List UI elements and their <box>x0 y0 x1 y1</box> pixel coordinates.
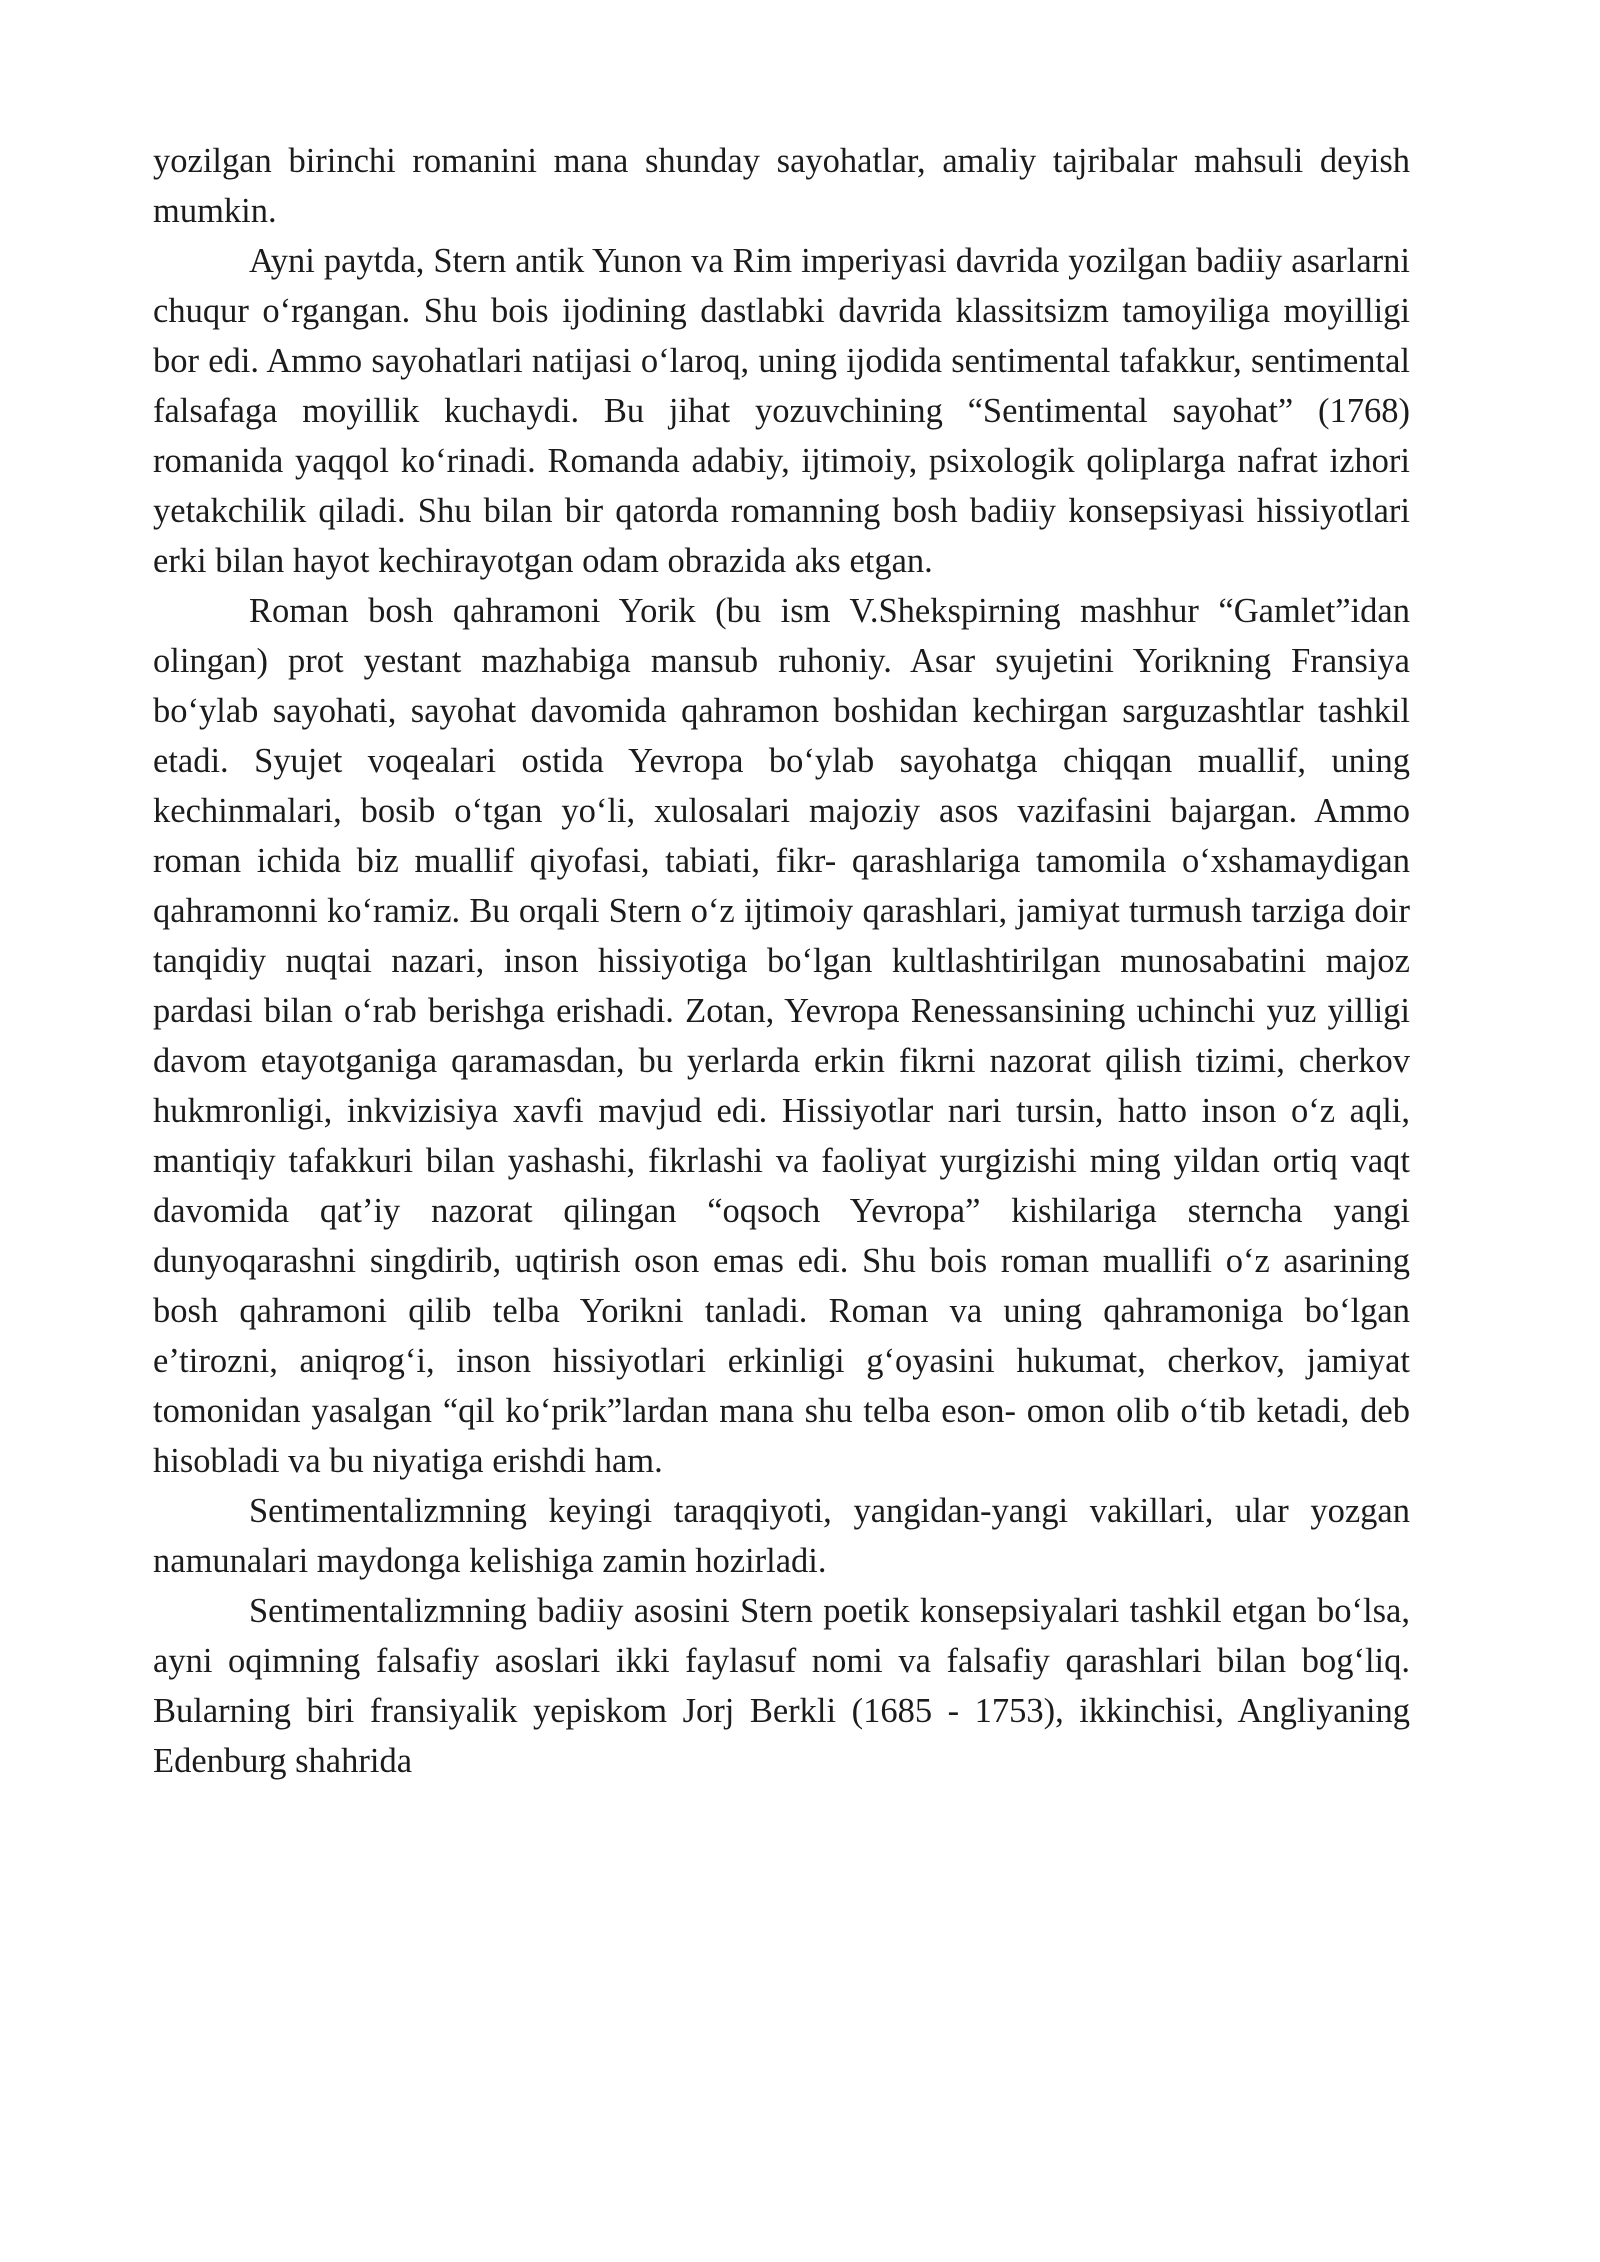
document-page <box>153 136 1410 1786</box>
paragraph-philosophical-basis: Sentimentalizmning badiiy asosini Stern poetik konsepsiyalari tashkil etgan bo‘lsa, ayni oqimning falsafiy asoslari ikki faylasuf nomi va falsafiy qarashlari bilan bog‘liq. Bularning biri fransiyalik yepiskom Jorj Berkli (1685 - 1753), ikkinchisi, Angliyaning Edenburg shahrida <box>153 1592 1410 1780</box>
paragraph-yorik-hero: Roman bosh qahramoni Yorik (bu ism V.Shekspirning mashhur “Gamlet”idan olingan) prot yestant mazhabiga mansub ruhoniy. Asar syujetini Yorikning Fransiya bo‘ylab sayohati, sayohat davomida qahramon boshidan kechirgan sarguzashtlar tashkil etadi. Syujet voqealari ostida Yevropa bo‘ylab sayohatga chiqqan muallif, uning kechinmalari, bosib o‘tgan yo‘li, xulosalari majoziy asos vazifasini bajargan. Ammo roman ichida biz muallif qiyofasi, tabiati, fikr- qarashlariga tamomila o‘xshamaydigan qahramonni ko‘ramiz. Bu orqali Stern o‘z ijtimoiy qarashlari, jamiyat turmush tarziga doir tanqidiy nuqtai nazari, inson hissiyotiga bo‘lgan kultlashtirilgan munosabatini majoz pardasi bilan o‘rab berishga erishadi. Zotan, Yevropa Renessansining uchinchi yuz yilligi davom etayotganiga qaramasdan, bu yerlarda erkin fikrni nazorat qilish tizimi, cherkov hukmronligi, inkvizisiya xavfi mavjud edi. Hissiyotlar nari tursin, hatto inson o‘z aqli, mantiqiy tafakkuri bilan yashashi, fikrlashi va faoliyat yurgizishi ming yildan ortiq vaqt davomida qat’iy nazorat qilingan “oqsoch Yevropa” kishilariga sterncha yangi dunyoqarashni singdirib, uqtirish oson emas edi. Shu bois roman muallifi o‘z asarining bosh qahramoni qilib telba Yorikni tanladi. Roman va uning qahramoniga bo‘lgan e’tirozni, aniqrog‘i, inson hissiyotlari erkinligi g‘oyasini hukumat, cherkov, jamiyat tomonidan yasalgan “qil ko‘prik”lardan mana shu telba eson- omon olib o‘tib ketadi, deb hisobladi va bu niyatiga erishdi ham. <box>153 592 1410 1480</box>
paragraph-sentimentalism-development: Sentimentalizmning keyingi taraqqiyoti, yangidan-yangi vakillari, ular yozgan namunalari maydonga kelishiga zamin hozirladi. <box>153 1492 1410 1580</box>
paragraph-continuation: yozilgan birinchi romanini mana shunday sayohatlar, amaliy tajribalar mahsuli deyish mumkin. <box>153 142 1410 230</box>
paragraph-stern-influences: Ayni paytda, Stern antik Yunon va Rim imperiyasi davrida yozilgan badiiy asarlarni chuqur o‘rgangan. Shu bois ijodining dastlabki davrida klassitsizm tamoyiliga moyilligi bor edi. Ammo sayohatlari natijasi o‘laroq, uning ijodida sentimental tafakkur, sentimental falsafaga moyillik kuchaydi. Bu jihat yozuvchining “Sentimental sayohat” (1768) romanida yaqqol ko‘rinadi. Romanda adabiy, ijtimoiy, psixologik qoliplarga nafrat izhori yetakchilik qiladi. Shu bilan bir qatorda romanning bosh badiiy konsepsiyasi hissiyotlari erki bilan hayot kechirayotgan odam obrazida aks etgan. <box>153 242 1410 580</box>
